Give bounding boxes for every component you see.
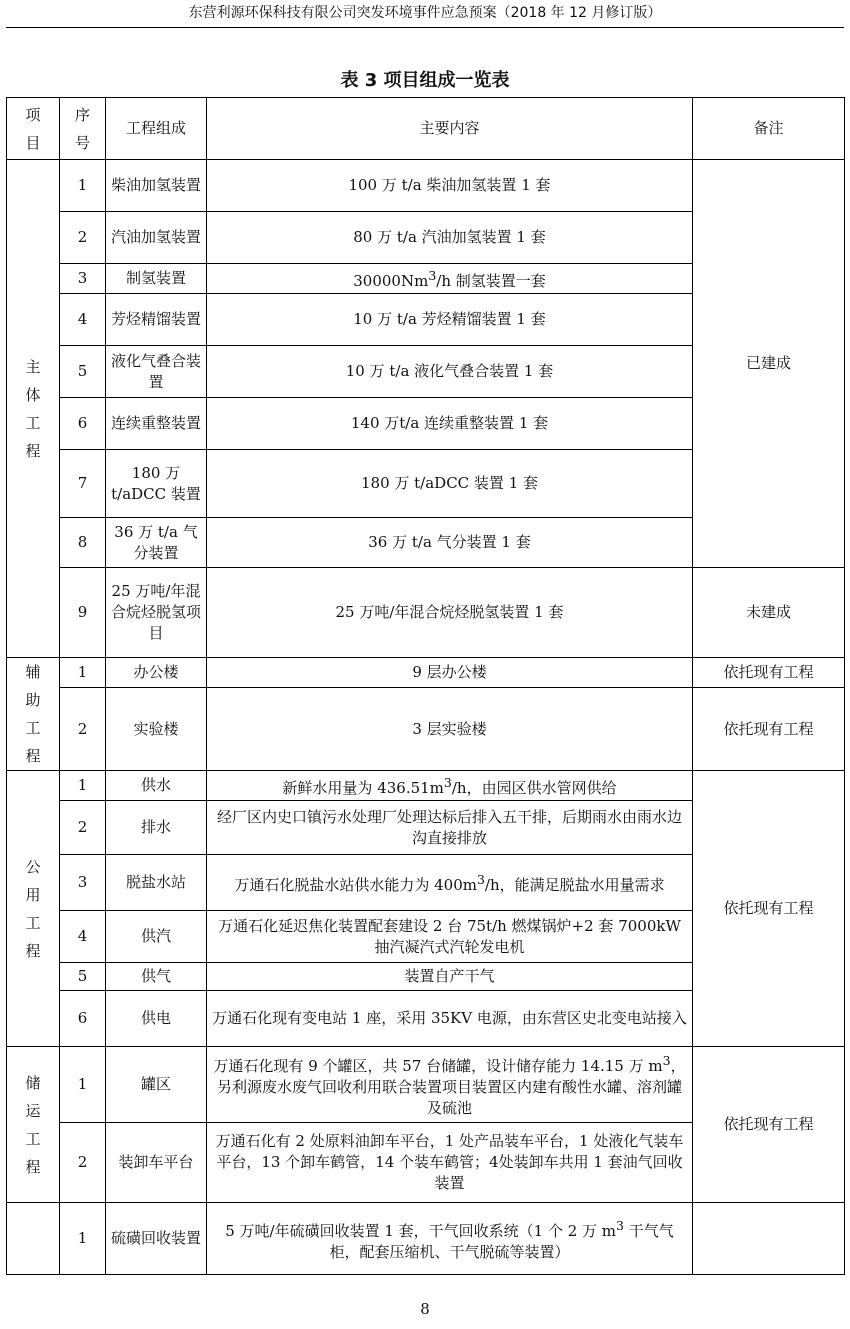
row-component: 办公楼 <box>106 658 207 688</box>
group-label-storage: 储运工程 <box>7 1047 60 1203</box>
row-content: 10 万 t/a 芳烃精馏装置 1 套 <box>207 294 693 346</box>
table-header-row <box>7 98 845 160</box>
row-no: 5 <box>60 963 106 991</box>
header-component: 工程组成 <box>106 98 207 160</box>
table-row <box>7 771 845 801</box>
row-content: 9 层办公楼 <box>207 658 693 688</box>
row-content: 10 万 t/a 液化气叠合装置 1 套 <box>207 346 693 398</box>
table-row <box>7 160 845 212</box>
row-no: 1 <box>60 771 106 801</box>
row-no: 8 <box>60 518 106 568</box>
row-no: 9 <box>60 568 106 658</box>
page-number: 8 <box>420 1300 430 1318</box>
row-no: 7 <box>60 450 106 518</box>
row-content: 装置自产干气 <box>207 963 693 991</box>
row-content: 万通石化现有变电站 1 座，采用 35KV 电源，由东营区史北变电站接入 <box>207 991 693 1047</box>
row-note-unbuilt: 未建成 <box>693 568 845 658</box>
row-component: 硫磺回收装置 <box>106 1203 207 1275</box>
row-no: 4 <box>60 294 106 346</box>
row-component: 连续重整装置 <box>106 398 207 450</box>
row-note <box>693 1203 845 1275</box>
row-note-built: 已建成 <box>693 160 845 568</box>
group-label-aux: 辅助工程 <box>7 658 60 771</box>
row-note-storage: 依托现有工程 <box>693 1047 845 1203</box>
row-no: 5 <box>60 346 106 398</box>
row-no: 6 <box>60 991 106 1047</box>
row-component: 供气 <box>106 963 207 991</box>
table-row <box>7 658 845 688</box>
row-content: 万通石化现有 9 个罐区，共 57 台储罐，设计储存能力 14.15 万 $m^3$，另利源废水废气回收利用联合装置项目装置区内建有酸性水罐、溶剂罐及硫池 <box>207 1047 693 1123</box>
row-component: 装卸车平台 <box>106 1123 207 1203</box>
row-no: 1 <box>60 1047 106 1123</box>
row-no: 1 <box>60 1203 106 1275</box>
row-no: 1 <box>60 658 106 688</box>
group-label-utility: 公用工程 <box>7 771 60 1047</box>
row-component: 柴油加氢装置 <box>106 160 207 212</box>
header-category: 项目 <box>7 98 60 160</box>
row-component: 实验楼 <box>106 688 207 771</box>
row-component: 供电 <box>106 991 207 1047</box>
row-note-utility: 依托现有工程 <box>693 771 845 1047</box>
row-content: 万通石化脱盐水站供水能力为 $400m^3/h$，能满足脱盐水用量需求 <box>207 855 693 911</box>
row-component: 36 万 t/a 气分装置 <box>106 518 207 568</box>
table-row <box>7 568 845 658</box>
row-no: 1 <box>60 160 106 212</box>
row-content: 100 万 t/a 柴油加氢装置 1 套 <box>207 160 693 212</box>
row-content: 3 层实验楼 <box>207 688 693 771</box>
row-component: 排水 <box>106 801 207 855</box>
row-no: 3 <box>60 264 106 294</box>
row-content: 80 万 t/a 汽油加氢装置 1 套 <box>207 212 693 264</box>
row-content: 5 万吨/年硫磺回收装置 1 套，干气回收系统（1 个 2 万 $m^3$ 干气气柜，配套压缩机、干气脱硫等装置） <box>207 1203 693 1275</box>
project-composition-table <box>6 97 845 1275</box>
row-content: 180 万 t/aDCC 装置 1 套 <box>207 450 693 518</box>
row-component: 汽油加氢装置 <box>106 212 207 264</box>
row-note: 依托现有工程 <box>693 688 845 771</box>
header-note: 备注 <box>693 98 845 160</box>
row-component: 芳烃精馏装置 <box>106 294 207 346</box>
row-component: 供水 <box>106 771 207 801</box>
row-component: 180 万 t/aDCC 装置 <box>106 450 207 518</box>
row-no: 4 <box>60 911 106 963</box>
row-component: 罐区 <box>106 1047 207 1123</box>
row-content: 万通石化延迟焦化装置配套建设 2 台 75t/h 燃煤锅炉+2 套 7000kW 抽汽凝汽式汽轮发电机 <box>207 911 693 963</box>
row-no: 2 <box>60 688 106 771</box>
group-label-empty <box>7 1203 60 1275</box>
row-content: 万通石化有 2 处原料油卸车平台，1 处产品装车平台，1 处液化气装车平台，13 个卸车鹤管，14 个装车鹤管；4处装卸车共用 1 套油气回收装置 <box>207 1123 693 1203</box>
row-component: 制氢装置 <box>106 264 207 294</box>
row-content: 30000Nm$^3$/h 制氢装置一套 <box>207 264 693 294</box>
table-row <box>7 1203 845 1275</box>
row-no: 6 <box>60 398 106 450</box>
row-no: 3 <box>60 855 106 911</box>
table-title: 表 3 项目组成一览表 <box>340 70 510 91</box>
row-content: 36 万 t/a 气分装置 1 套 <box>207 518 693 568</box>
row-content: 25 万吨/年混合烷烃脱氢装置 1 套 <box>207 568 693 658</box>
row-content: 新鲜水用量为 $436.51m^3/h$，由园区供水管网供给 <box>207 771 693 801</box>
row-component: 供汽 <box>106 911 207 963</box>
header-content: 主要内容 <box>207 98 693 160</box>
header-no: 序号 <box>60 98 106 160</box>
table-row <box>7 688 845 771</box>
row-component: 脱盐水站 <box>106 855 207 911</box>
row-note: 依托现有工程 <box>693 658 845 688</box>
row-component: 25 万吨/年混合烷烃脱氢项目 <box>106 568 207 658</box>
row-no: 2 <box>60 212 106 264</box>
group-label-main: 主体工程 <box>7 160 60 658</box>
table-row <box>7 1047 845 1123</box>
row-no: 2 <box>60 801 106 855</box>
row-content: 经厂区内史口镇污水处理厂处理达标后排入五干排，后期雨水由雨水边沟直接排放 <box>207 801 693 855</box>
page-header: 东营利源环保科技有限公司突发环境事件应急预案（2018 年 12 月修订版） <box>188 5 662 21</box>
row-content: 140 万t/a 连续重整装置 1 套 <box>207 398 693 450</box>
row-component: 液化气叠合装置 <box>106 346 207 398</box>
header-rule <box>6 27 844 28</box>
row-no: 2 <box>60 1123 106 1203</box>
